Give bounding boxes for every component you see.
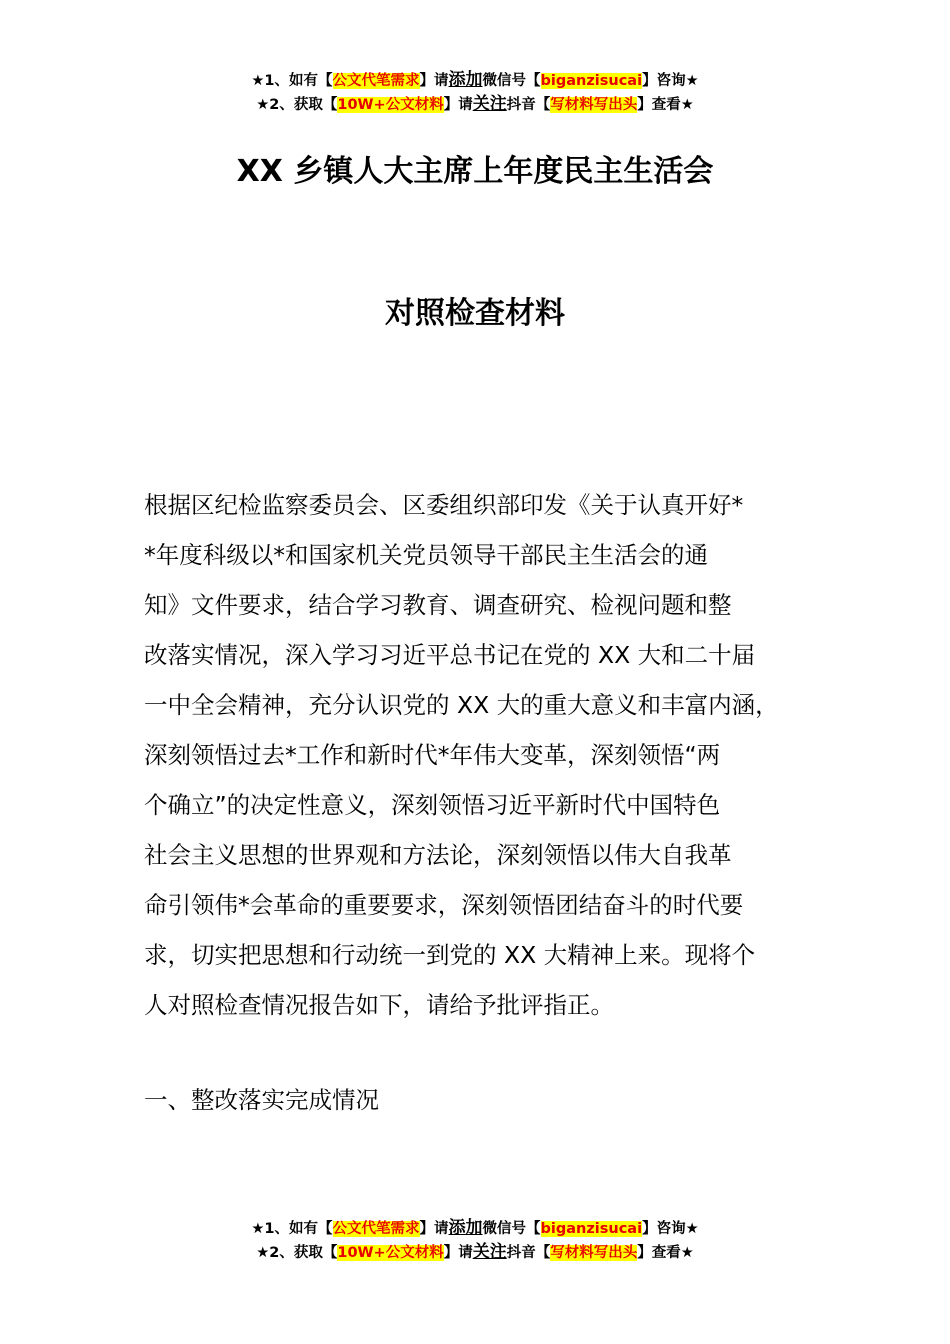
ad-douyin-id: 写材料写出头 xyxy=(550,97,638,113)
ad-line-1-prefix: ★1、如有【 xyxy=(251,1221,333,1237)
paragraph-line: 求，切实把思想和行动统一到党的 XX 大精神上来。现将个 xyxy=(144,941,756,969)
top-ad-banner xyxy=(0,68,950,116)
paragraph-line: 人对照检查情况报告如下，请给予批评指正。 xyxy=(144,991,614,1019)
paragraph-line: 一中全会精神，充分认识党的 XX 大的重大意义和丰富内涵， xyxy=(144,691,779,719)
ad-service-highlight: 公文代笔需求 xyxy=(332,1221,420,1237)
document-title-line-2: 对照检查材料 xyxy=(385,296,565,331)
section-heading-1: 一、整改落实完成情况 xyxy=(144,1086,379,1114)
bottom-ad-banner xyxy=(0,1216,950,1264)
paragraph-line: 知》文件要求，结合学习教育、调查研究、检视问题和整 xyxy=(144,591,732,619)
paragraph-line: 改落实情况，深入学习习近平总书记在党的 XX 大和二十届 xyxy=(144,641,756,669)
ad-line-2-suffix: 】查看★ xyxy=(637,97,694,113)
ad-line-2-mid2: 抖音【 xyxy=(506,1245,551,1261)
paragraph-line: 深刻领悟过去*工作和新时代*年伟大变革，深刻领悟“两 xyxy=(144,741,721,769)
ad-line-1 xyxy=(0,68,950,92)
ad-line-2-prefix: ★2、获取【 xyxy=(256,97,338,113)
paragraph-line: *年度科级以*和国家机关党员领导干部民主生活会的通 xyxy=(144,541,708,569)
document-title-line-1: XX 乡镇人大主席上年度民主生活会 xyxy=(236,154,714,189)
ad-line-1-mid2: 微信号【 xyxy=(482,73,541,89)
ad-add-text: 添加 xyxy=(448,70,483,90)
ad-line-2-prefix: ★2、获取【 xyxy=(256,1245,338,1261)
ad-line-2-mid: 】请 xyxy=(443,1245,473,1261)
ad-line-1 xyxy=(0,1216,950,1240)
ad-line-2-suffix: 】查看★ xyxy=(637,1245,694,1261)
ad-line-1-mid2: 微信号【 xyxy=(482,1221,541,1237)
ad-line-2-mid: 】请 xyxy=(443,97,473,113)
ad-follow-text: 关注 xyxy=(472,94,507,114)
paragraph-line: 命引领伟*会革命的重要要求，深刻领悟团结奋斗的时代要 xyxy=(144,891,744,919)
ad-wechat-id: biganzisucai xyxy=(540,73,643,89)
ad-wechat-id: biganzisucai xyxy=(540,1221,643,1237)
ad-line-1-mid: 】请 xyxy=(419,73,449,89)
ad-service-highlight: 公文代笔需求 xyxy=(332,73,420,89)
ad-follow-text: 关注 xyxy=(472,1242,507,1262)
ad-line-1-prefix: ★1、如有【 xyxy=(251,73,333,89)
body-paragraph xyxy=(144,480,834,1030)
ad-line-2 xyxy=(0,1240,950,1264)
ad-line-2-mid2: 抖音【 xyxy=(506,97,551,113)
ad-line-1-suffix: 】咨询★ xyxy=(642,1221,699,1237)
ad-line-2 xyxy=(0,92,950,116)
ad-materials-highlight: 10W+公文材料 xyxy=(337,1245,444,1261)
ad-douyin-id: 写材料写出头 xyxy=(550,1245,638,1261)
ad-materials-highlight: 10W+公文材料 xyxy=(337,97,444,113)
paragraph-line: 根据区纪检监察委员会、区委组织部印发《关于认真开好* xyxy=(144,491,744,519)
paragraph-line: 个确立”的决定性意义，深刻领悟习近平新时代中国特色 xyxy=(144,791,721,819)
ad-line-1-suffix: 】咨询★ xyxy=(642,73,699,89)
ad-line-1-mid: 】请 xyxy=(419,1221,449,1237)
paragraph-line: 社会主义思想的世界观和方法论，深刻领悟以伟大自我革 xyxy=(144,841,732,869)
ad-add-text: 添加 xyxy=(448,1218,483,1238)
